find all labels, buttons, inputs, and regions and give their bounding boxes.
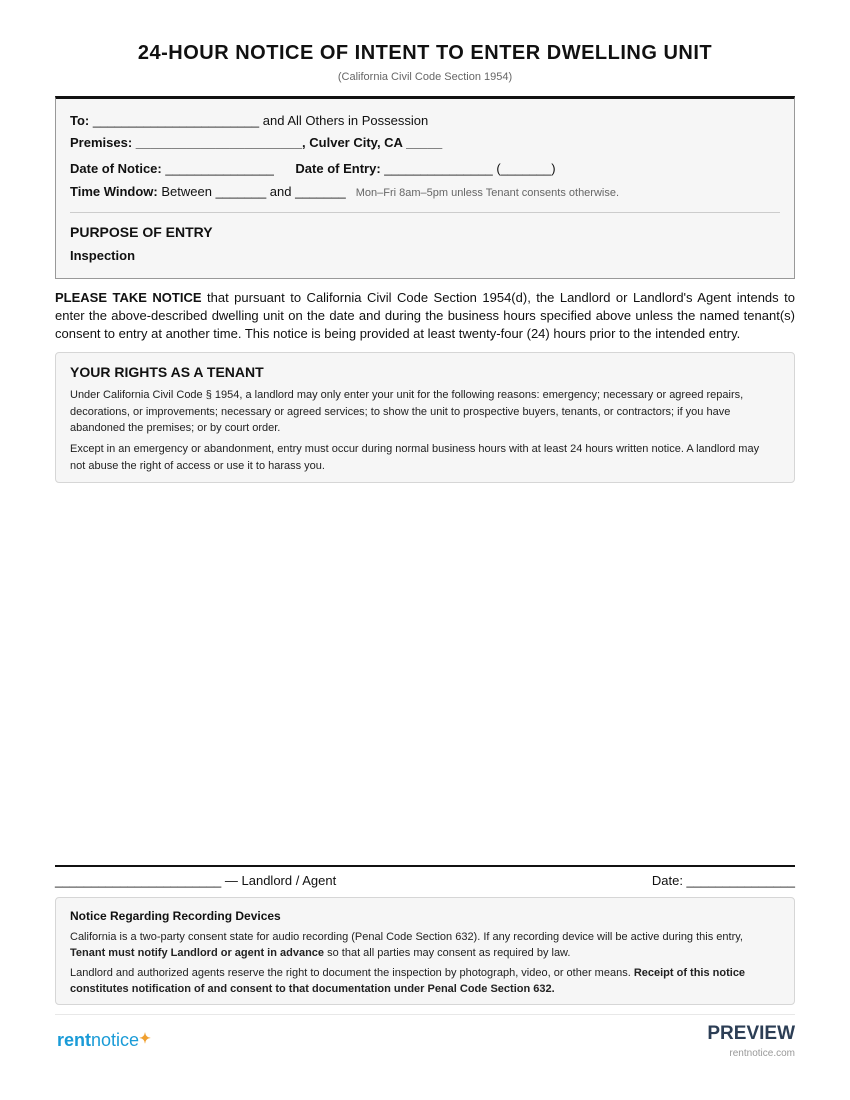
purpose-value: Inspection xyxy=(70,248,136,263)
sparkle-icon: ✦ xyxy=(139,1030,151,1046)
notice-body: that pursuant to California Civil Code Section 1954(d), the Landlord or Landlord's Agent intends to enter the above-described dwelling unit on the date and during the business hours specified above unless the named tenant(s) consent to entry at another time. This notice is being provided at least twenty-four (24) hours prior to the intended entry. xyxy=(55,290,795,341)
to-row xyxy=(70,113,428,128)
recording-p1-text: California is a two-party consent state for audio recording (Penal Code Section 632). If any recording device will be active during this entry, xyxy=(70,931,743,943)
recording-p2-text: Landlord and authorized agents reserve the right to document the inspection by photograph, video, or other means. xyxy=(70,967,634,979)
landlord-signature-line: _______________________ — Landlord / Agent xyxy=(55,873,337,888)
dates-row xyxy=(70,161,556,176)
footer-site: rentnotice.com xyxy=(729,1048,795,1059)
premises-label: Premises: _______________________, Culver City, CA _____ xyxy=(70,135,443,150)
recording-heading: Notice Regarding Recording Devices xyxy=(70,909,281,923)
page-title: 24-HOUR NOTICE OF INTENT TO ENTER DWELLING UNIT xyxy=(137,42,713,64)
notice-lead: PLEASE TAKE NOTICE xyxy=(55,290,202,305)
entry-date-label: Date of Entry: xyxy=(295,161,381,176)
recording-paragraph-2 xyxy=(70,965,780,997)
footer-divider xyxy=(55,1014,795,1015)
notice-details-box xyxy=(55,96,795,279)
notice-date-value: _______________ xyxy=(161,161,274,176)
time-window-label: Time Window: xyxy=(70,184,158,199)
divider xyxy=(70,212,780,213)
recording-devices-box xyxy=(55,897,795,1005)
recording-paragraph-1 xyxy=(70,929,780,961)
premises-row xyxy=(70,135,442,150)
entry-date-value: _______________ (_______) xyxy=(380,161,556,176)
notice-paragraph xyxy=(55,289,795,343)
recording-p1-tail: so that all parties may consent as required by law. xyxy=(324,947,571,959)
rights-paragraph-1: Under California Civil Code § 1954, a landlord may only enter your unit for the following reasons: emergency; necessary or agreed repairs, decorations, or improvements; necessary or agreed services; to show the unit to prospective buyers, tenants, or contractors; if you have abandoned the premises; or by court order. xyxy=(70,389,744,434)
rights-heading: YOUR RIGHTS AS A TENANT xyxy=(70,364,264,380)
page-subtitle: (California Civil Code Section 1954) xyxy=(337,71,513,83)
signature-date-line: Date: _______________ xyxy=(651,873,795,888)
preview-watermark: PREVIEW xyxy=(707,1023,795,1044)
signature-rule xyxy=(55,865,795,867)
time-window-row xyxy=(70,184,619,199)
recording-p1-emphasis: Tenant must notify Landlord or agent in advance xyxy=(70,947,325,959)
recording-p2-emphasis: Receipt of this notice constitutes notification of and consent to that documentation under Penal Code Section 632. xyxy=(70,967,746,995)
to-value: _______________________ and All Others in Possession xyxy=(89,113,429,128)
time-window-hint: Mon–Fri 8am–5pm unless Tenant consents otherwise. xyxy=(355,187,620,199)
purpose-heading: PURPOSE OF ENTRY xyxy=(70,224,213,240)
time-window-value: Between _______ and _______ xyxy=(157,184,346,199)
logo-text-rent: rent xyxy=(57,1030,92,1050)
to-label: To: xyxy=(70,113,90,128)
rentnotice-logo xyxy=(57,1030,151,1051)
logo-text-notice: notice xyxy=(91,1030,140,1050)
tenant-rights-box xyxy=(55,352,795,483)
rights-paragraph-2: Except in an emergency or abandonment, entry must occur during normal business hours with at least 24 hours written notice. A landlord may not abuse the right of access or use it to harass you. xyxy=(70,443,760,472)
notice-date-label: Date of Notice: xyxy=(70,161,162,176)
